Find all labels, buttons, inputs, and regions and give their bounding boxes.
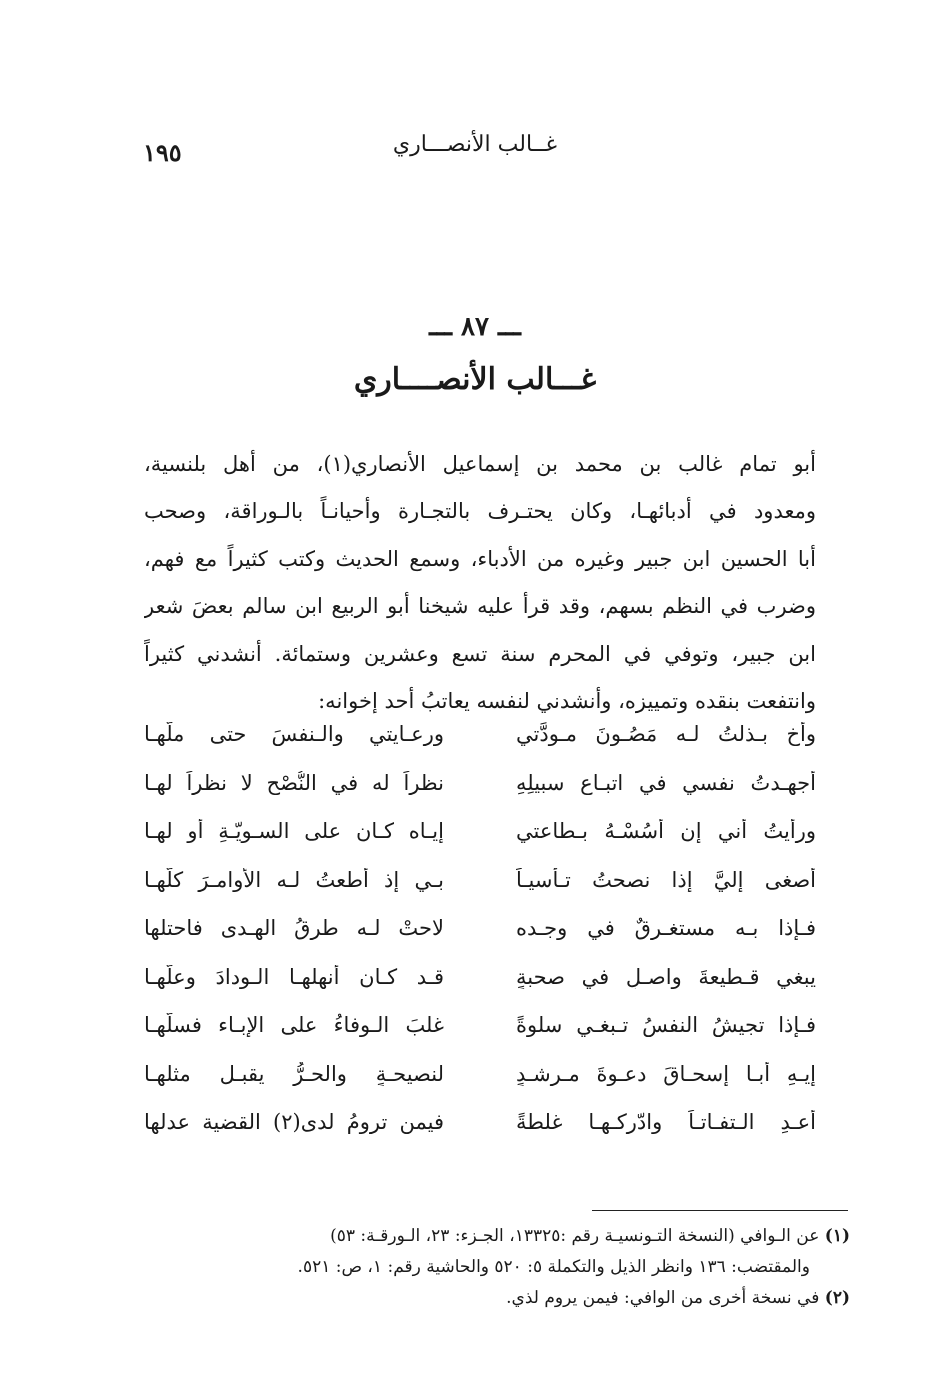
verse-second-hemistich: بـي إذ أطعتُ لـه الأوامـرَ كلَّهـا: [144, 867, 444, 892]
biography-line: أبا الحسين ابن جبير وغيره من الأدباء، وسمع الحديث وكتب كثيراً مع فهم،: [144, 546, 816, 571]
poem-verse: [144, 819, 816, 868]
biography-line: وانتفعت بنقده وتمييزه، وأنشدني لنفسه يعاتبُ أحد إخوانه:: [318, 688, 816, 713]
poem-verse: [144, 771, 816, 820]
biography-line: ومعدود في أدبائهـا، وكان يحتـرف بالتجـارة وأحيانـاً بالـوراقة، وصحب: [144, 499, 816, 524]
footnote-1: [144, 1221, 850, 1252]
verse-second-hemistich: إيـاه كـان على السـويّـةِ أو لهـا: [144, 819, 444, 843]
footnote-1-continuation: والمقتضب: ١٣٦ وانظر الذيل والتكملة ٥: ٥٢٠ والحاشية رقم: ١، ص: ٥٢١.: [297, 1257, 810, 1277]
verse-second-hemistich: نظراً له في النُّصْحِ لا نظراً لهـا: [144, 770, 444, 795]
poem-verse: [144, 965, 816, 1014]
verse-first-hemistich: فـإذا بـه مستغـرقٌ في وجـده: [516, 916, 816, 940]
biography-paragraph: [144, 441, 816, 725]
verse-second-hemistich: غلبَ الـوفاءُ على الإبـاء فسلَّهـا: [144, 1013, 444, 1037]
verse-first-hemistich: إيـهِ أبـا إسحـاقَ دعـوةَ مـرشـدٍ: [516, 1061, 816, 1086]
poem-verse: [144, 1062, 816, 1111]
poem-verse: [144, 722, 816, 771]
poem-verse: [144, 868, 816, 917]
footnote-1-text: عن الـوافي (النسخة التـونسيـة رقم :١٣٣٢٥، الجـزء: ٢٣، الـورقـة: ٥٣): [330, 1226, 820, 1246]
verse-first-hemistich: يبغي قـطيعةَ واصـلٍ في صحبةٍ: [516, 964, 816, 989]
footnote-separator: [592, 1210, 848, 1211]
verse-first-hemistich: ورأيتُ أني إن أَسُسْـهُ بـطاعتي: [516, 819, 816, 843]
verse-first-hemistich: وأخٍ بـذلتُ لـه مَصُـونَ مـودَّتي: [516, 722, 816, 746]
verse-first-hemistich: فـإذا تجيشُ النفسُ تـبغـي سلوةً: [516, 1013, 816, 1037]
verse-first-hemistich: أجهـدتُ نفسي في اتبـاع سبيلِهِ: [516, 770, 816, 795]
footnotes: [144, 1221, 850, 1314]
verse-first-hemistich: أَعـدِ الـتفـاتـاً وادّركـهـا غلطةً: [516, 1110, 816, 1134]
verse-second-hemistich: فيمن ترومُ لدى(٢) القضية عدلها: [144, 1110, 444, 1134]
footnote-2-text: في نسخة أخرى من الوافي: فيمن يروم لذي.: [506, 1288, 820, 1308]
poem-verse: [144, 916, 816, 965]
footnote-2: [144, 1283, 850, 1314]
verse-second-hemistich: قـد كـان أنهلهـا الـودادَ وعلَّهـا: [144, 964, 444, 989]
footnote-1-mark: (١): [824, 1226, 850, 1246]
verse-second-hemistich: ورعـايتي والـنفسَ حتى ملَّهـا: [144, 722, 444, 746]
biography-line: ابن جبير، وتوفي في المحرم سنة تسع وعشرين وستمائة. أنشدني كثيراً: [144, 641, 816, 666]
page-number: ١٩٥: [143, 138, 182, 167]
entry-title: غـــالب الأنصــــاري: [353, 362, 597, 397]
entry-number: ـــ ٨٧ ـــ: [429, 312, 521, 342]
footnote-2-mark: (٢): [824, 1288, 850, 1308]
verse-first-hemistich: أَصغى إليَّ إذا نصحتُ تـأسيـاً: [516, 867, 816, 892]
biography-line: أبو تمام غالب بن محمد بن إسماعيل الأنصاري(١)، من أهل بلنسية،: [144, 452, 816, 476]
verse-second-hemistich: لنصيحـةٍ والحـرُّ يقبـل مثلهـا: [144, 1061, 444, 1086]
verse-second-hemistich: لاحتْ لـه طرقُ الهـدى فاحتلها: [144, 916, 444, 940]
poem-verse: [144, 1110, 816, 1159]
poem-verse: [144, 1013, 816, 1062]
biography-line: وضرب في النظم بسهم، وقد قرأ عليه شيخنا أبو الربيع ابن سالم بعضَ شعر: [144, 594, 816, 619]
running-header-title: غــالب الأنصـــاري: [392, 132, 558, 157]
poem: [144, 722, 816, 1159]
